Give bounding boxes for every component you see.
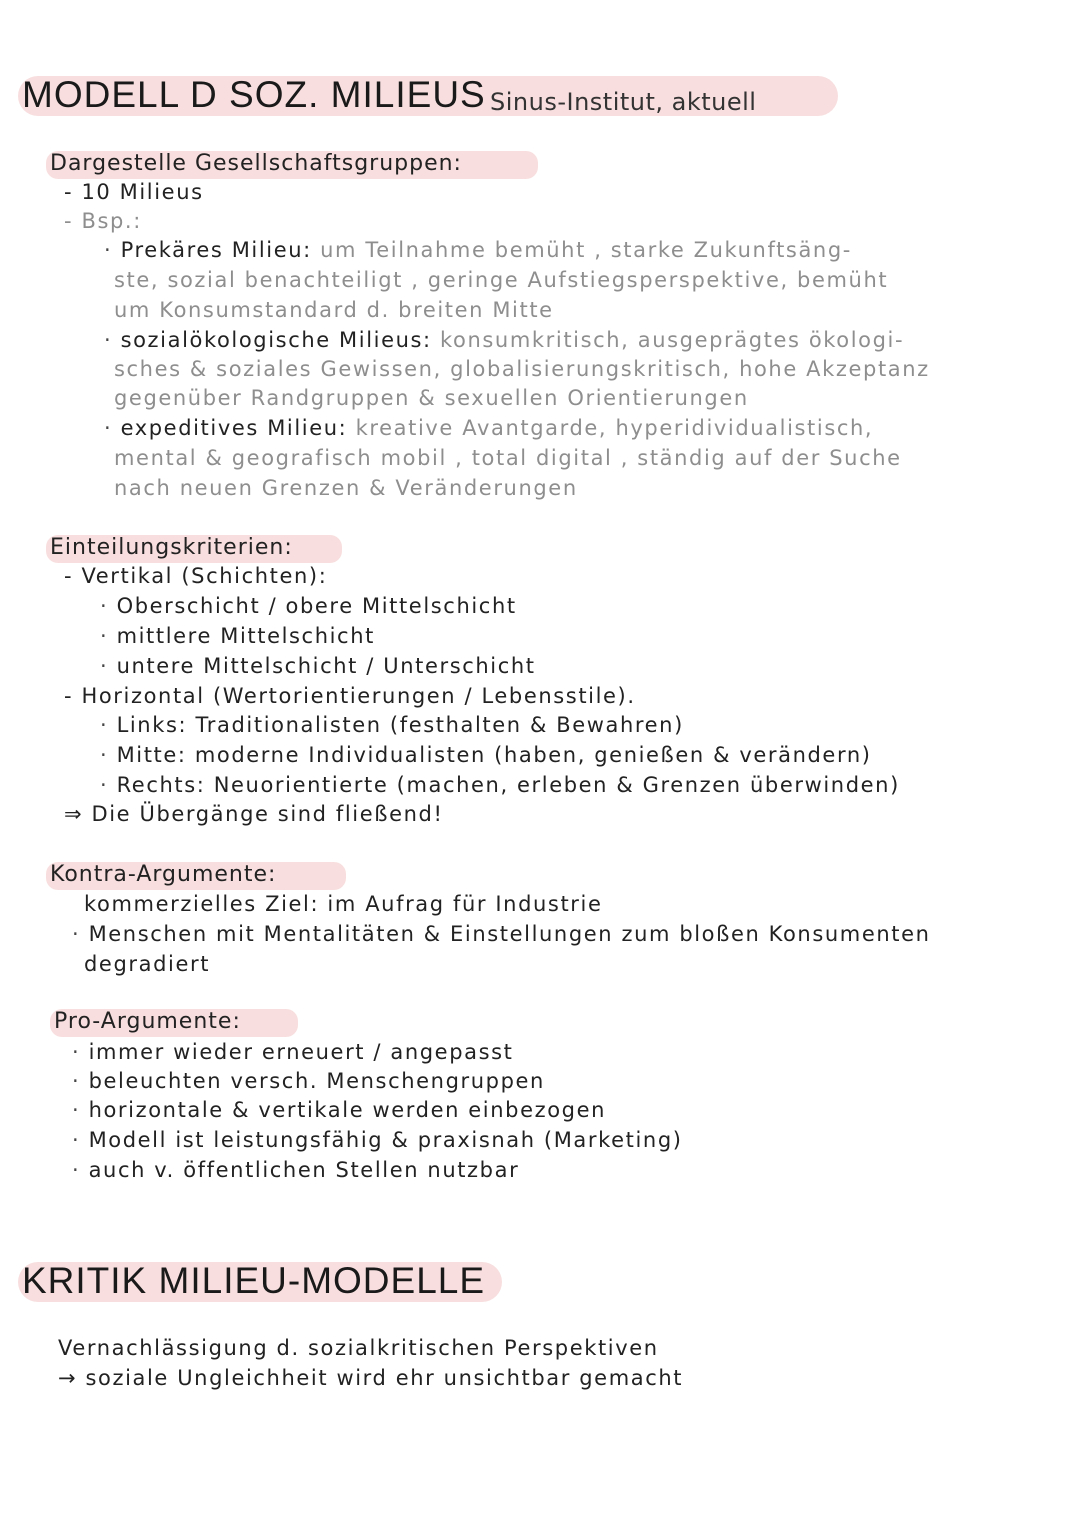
criteria-conclusion: ⇒ Die Übergänge sind fließend! (64, 802, 444, 826)
list-item-prekaer: · Prekäres Milieu: um Teilnahme bemüht , starke Zukunftsäng- (104, 238, 852, 262)
sozio-text-3: gegenüber Randgruppen & sexuellen Orientierungen (114, 386, 749, 410)
pro-item: · immer wieder erneuert / angepasst (72, 1040, 514, 1064)
page-title: MODELL D SOZ. MILIEUS (22, 74, 486, 115)
sozio-label: sozialökologische Milieus: (120, 328, 432, 352)
prekaer-text-1: um Teilnahme bemüht , starke Zukunftsäng- (320, 238, 852, 262)
contra-text-3: degradiert (84, 952, 211, 976)
section2-text-2: → soziale Ungleichheit wird ehr unsichtbar gemacht (58, 1366, 684, 1390)
section2-title: KRITIK MILIEU-MODELLE (22, 1260, 486, 1301)
horizontal-item: · Mitte: moderne Individualisten (haben, genießen & verändern) (100, 743, 872, 767)
prekaer-label: Prekäres Milieu: (120, 238, 312, 262)
expeditiv-label: expeditives Milieu: (120, 416, 348, 440)
section2-text-1: Vernachlässigung d. sozialkritischen Perspektiven (58, 1336, 659, 1360)
contra-item: · Menschen mit Mentalitäten & Einstellungen zum bloßen Konsumenten (72, 922, 931, 946)
expeditiv-text-2: mental & geografisch mobil , total digital , ständig auf der Suche (114, 446, 902, 470)
expeditiv-text-1: kreative Avantgarde, hyperidividualistisch, (355, 416, 874, 440)
list-item-sozio: · sozialökologische Milieus: konsumkritisch, ausgeprägtes ökologi- (104, 328, 905, 352)
contra-heading: Kontra-Argumente: (50, 862, 277, 887)
prekaer-text-3: um Konsumstandard d. breiten Mitte (114, 298, 554, 322)
sozio-text-1: konsumkritisch, ausgeprägtes ökologi- (440, 328, 905, 352)
vertical-item: · untere Mittelschicht / Unterschicht (100, 654, 536, 678)
horizontal-item: · Links: Traditionalisten (festhalten & Bewahren) (100, 713, 684, 737)
sozio-text-2: sches & soziales Gewissen, globalisierungskritisch, hohe Akzeptanz (114, 357, 930, 381)
list-item-expeditiv: · expeditives Milieu: kreative Avantgarde, hyperidividualistisch, (104, 416, 874, 440)
pro-heading: Pro-Argumente: (54, 1009, 241, 1034)
contra-text-2: Menschen mit Mentalitäten & Einstellungen zum bloßen Konsumenten (88, 922, 931, 946)
groups-heading: Dargestelle Gesellschaftsgruppen: (50, 151, 462, 176)
milieu-count: - 10 Milieus (64, 180, 204, 204)
contra-text-1: kommerzielles Ziel: im Aufrag für Industrie (84, 892, 603, 916)
expeditiv-text-3: nach neuen Grenzen & Veränderungen (114, 476, 578, 500)
pro-item: · horizontale & vertikale werden einbezogen (72, 1098, 607, 1122)
example-label: - Bsp.: (64, 209, 142, 233)
prekaer-text-2: ste, sozial benachteiligt , geringe Aufstiegsperspektive, bemüht (114, 268, 889, 292)
criteria-vertical: - Vertikal (Schichten): (64, 564, 328, 588)
pro-item: · beleuchten versch. Menschengruppen (72, 1069, 545, 1093)
pro-item: · auch v. öffentlichen Stellen nutzbar (72, 1158, 520, 1182)
page-subtitle: Sinus-Institut, aktuell (490, 88, 757, 116)
pro-item: · Modell ist leistungsfähig & praxisnah (Marketing) (72, 1128, 683, 1152)
vertical-item: · Oberschicht / obere Mittelschicht (100, 594, 517, 618)
vertical-item: · mittlere Mittelschicht (100, 624, 375, 648)
horizontal-item: · Rechts: Neuorientierte (machen, erleben & Grenzen überwinden) (100, 773, 900, 797)
criteria-heading: Einteilungskriterien: (50, 535, 293, 560)
criteria-horizontal: - Horizontal (Wertorientierungen / Lebensstile). (64, 684, 636, 708)
